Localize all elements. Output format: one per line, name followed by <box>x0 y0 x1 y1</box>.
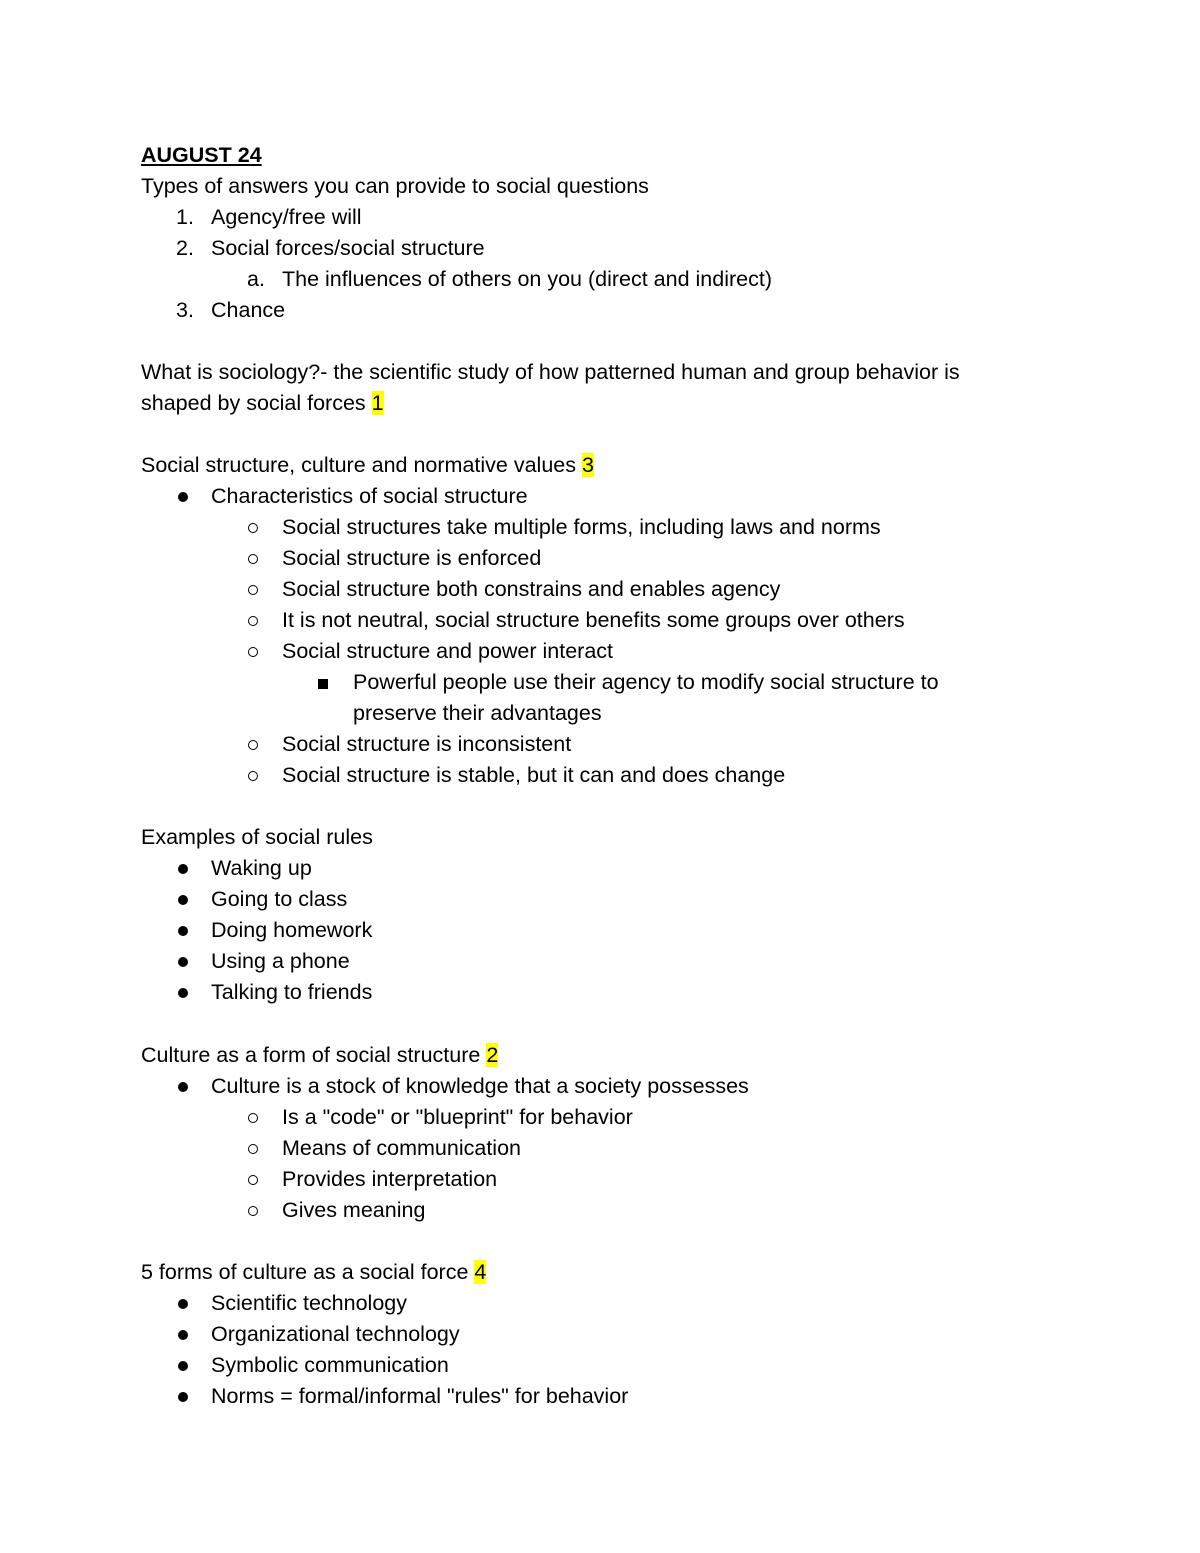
list-item: Social structure is inconsistent <box>282 732 572 756</box>
highlight-tag: 3 <box>581 453 594 477</box>
highlight-tag: 1 <box>371 391 384 415</box>
bullet-circle <box>248 1175 258 1185</box>
bullet-circle <box>248 523 258 533</box>
section-title: Examples of social rules <box>141 825 373 849</box>
list-item: Social structure is stable, but it can and does change <box>282 763 786 787</box>
bullet-circle <box>248 647 258 657</box>
section-title: Social structure, culture and normative values 3 <box>141 453 594 477</box>
list-item: Going to class <box>211 887 348 911</box>
definition-line: shaped by social forces 1 <box>141 391 384 415</box>
list-number: 1. <box>176 205 194 229</box>
list-item: Agency/free will <box>211 205 362 229</box>
list-item: The influences of others on you (direct and indirect) <box>282 267 772 291</box>
list-item: Social structure both constrains and enables agency <box>282 577 781 601</box>
list-item: Scientific technology <box>211 1291 407 1315</box>
list-item: Characteristics of social structure <box>211 484 528 508</box>
bullet-circle <box>248 1206 258 1216</box>
list-item: Provides interpretation <box>282 1167 498 1191</box>
definition-line: What is sociology?- the scientific study of how patterned human and group behavior is <box>141 360 960 384</box>
list-item: It is not neutral, social structure benefits some groups over others <box>282 608 905 632</box>
list-item: Waking up <box>211 856 312 880</box>
list-item: Talking to friends <box>211 980 373 1004</box>
list-item: Social structures take multiple forms, including laws and norms <box>282 515 881 539</box>
bullet-disc <box>178 926 188 936</box>
list-item: Social forces/social structure <box>211 236 485 260</box>
list-item: Social structure and power interact <box>282 639 614 663</box>
list-number: 2. <box>176 236 194 260</box>
bullet-circle <box>248 1113 258 1123</box>
bullet-circle <box>248 585 258 595</box>
list-item: Symbolic communication <box>211 1353 449 1377</box>
intro-text: Types of answers you can provide to social questions <box>141 174 649 198</box>
list-item-continued: preserve their advantages <box>353 701 602 725</box>
highlight-tag: 2 <box>486 1043 499 1067</box>
highlight-tag: 4 <box>474 1260 487 1284</box>
bullet-circle <box>248 1144 258 1154</box>
list-number: 3. <box>176 298 194 322</box>
bullet-disc <box>178 957 188 967</box>
bullet-disc <box>178 1299 188 1309</box>
list-item: Norms = formal/informal "rules" for behavior <box>211 1384 629 1408</box>
list-item: Doing homework <box>211 918 373 942</box>
bullet-disc <box>178 988 188 998</box>
section-title: Culture as a form of social structure 2 <box>141 1043 499 1067</box>
list-letter: a. <box>247 267 265 291</box>
list-item: Using a phone <box>211 949 350 973</box>
list-item: Powerful people use their agency to modify social structure to <box>353 670 939 694</box>
bullet-circle <box>248 616 258 626</box>
bullet-disc <box>178 492 188 502</box>
bullet-disc <box>178 864 188 874</box>
bullet-disc <box>178 1082 188 1092</box>
bullet-disc <box>178 1330 188 1340</box>
list-item: Is a "code" or "blueprint" for behavior <box>282 1105 633 1129</box>
bullet-circle <box>248 740 258 750</box>
section-title: 5 forms of culture as a social force 4 <box>141 1260 487 1284</box>
list-item: Social structure is enforced <box>282 546 542 570</box>
list-item: Chance <box>211 298 286 322</box>
list-item: Means of communication <box>282 1136 521 1160</box>
bullet-circle <box>248 554 258 564</box>
list-item: Organizational technology <box>211 1322 460 1346</box>
bullet-disc <box>178 1392 188 1402</box>
bullet-disc <box>178 895 188 905</box>
list-item: Culture is a stock of knowledge that a society possesses <box>211 1074 749 1098</box>
bullet-square <box>318 679 328 689</box>
date-heading: AUGUST 24 <box>141 143 262 167</box>
bullet-circle <box>248 771 258 781</box>
list-item: Gives meaning <box>282 1198 426 1222</box>
bullet-disc <box>178 1361 188 1371</box>
